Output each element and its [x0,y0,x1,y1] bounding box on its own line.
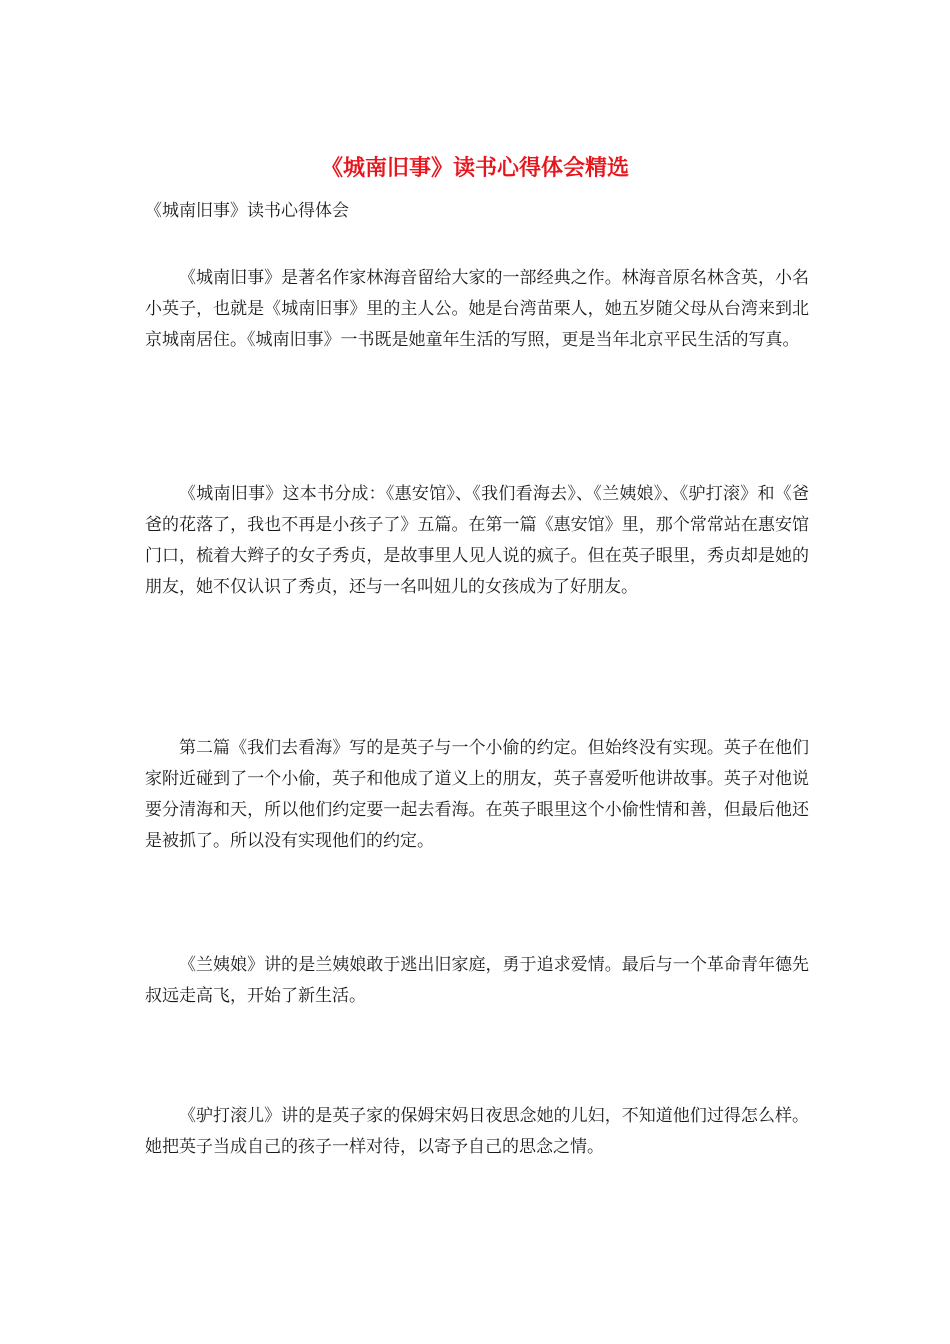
paragraph-aunt-lan: 《兰姨娘》讲的是兰姨娘敢于逃出旧家庭，勇于追求爱情。最后与一个革命青年德先叔远走高飞，开始了新生活。 [145,955,809,1006]
paragraph-chapters: 《城南旧事》这本书分成：《惠安馆》、《我们看海去》、《兰姨娘》、《驴打滚》和《爸爸的花落了，我也不再是小孩子了》五篇。在第一篇《惠安馆》里，那个常常站在惠安馆门口，梳着大辫子的女子秀贞，是故事里人见人说的疯子。但在英子眼里，秀贞却是她的朋友，她不仅认识了秀贞，还与一名叫妞儿的女孩成为了好朋友。 [145,484,809,597]
paragraph-intro: 《城南旧事》是著名作家林海音留给大家的一部经典之作。林海音原名林含英，小名小英子，也就是《城南旧事》里的主人公。她是台湾苗栗人，她五岁随父母从台湾来到北京城南居住。《城南旧事》一书既是她童年生活的写照，更是当年北京平民生活的写真。 [145,268,809,350]
document-subtitle: 《城南旧事》读书心得体会 [145,201,349,221]
paragraph-second-chapter: 第二篇《我们去看海》写的是英子与一个小偷的约定。但始终没有实现。英子在他们家附近碰到了一个小偷，英子和他成了道义上的朋友，英子喜爱听他讲故事。英子对他说要分清海和天，所以他们约定要一起去看海。在英子眼里这个小偷性情和善，但最后他还是被抓了。所以没有实现他们的约定。 [145,738,809,851]
document-title: 《城南旧事》读书心得体会精选 [320,155,629,181]
paragraph-donkey-roll: 《驴打滚儿》讲的是英子家的保姆宋妈日夜思念她的儿妇，不知道他们过得怎么样。她把英子当成自己的孩子一样对待，以寄予自己的思念之情。 [145,1106,809,1157]
